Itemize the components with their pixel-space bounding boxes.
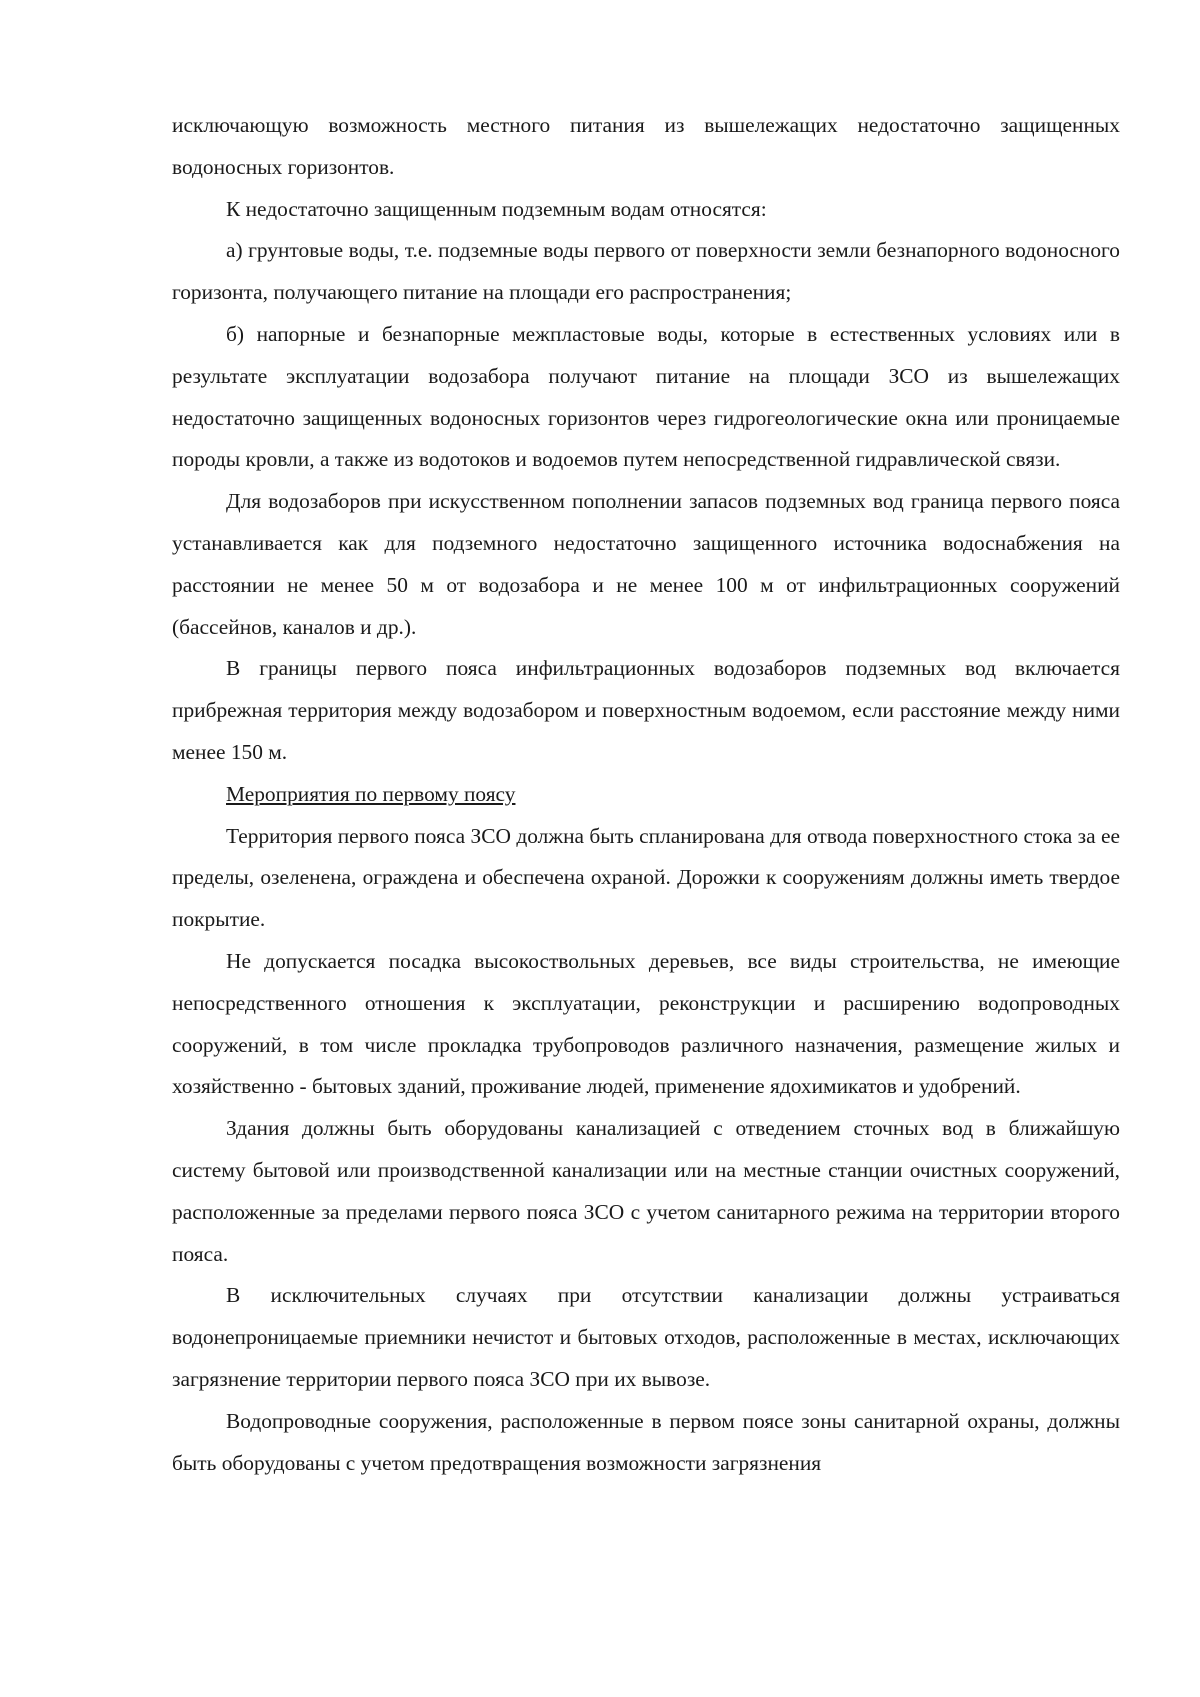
paragraph-territory-planning: Территория первого пояса ЗСО должна быть спланирована для отвода поверхностного стока за ее пределы, озеленена, ограждена и обеспечена охраной. Дорожки к сооружениям должны иметь твердое покрытие. (172, 823, 1120, 932)
paragraph-water-facilities: Водопроводные сооружения, расположенные в первом поясе зоны санитарной охраны, должны быть оборудованы с учетом предотвращения возможности загрязнения (172, 1408, 1120, 1475)
paragraph-artificial-replenishment: Для водозаборов при искусственном пополнении запасов подземных вод граница первого пояса устанавливается как для подземного недостаточно защищенного источника водоснабжения на расстоянии не менее 50 м от водозабора и не менее 100 м от инфильтрационных сооружений (бассейнов, каналов и др.). (172, 489, 1120, 639)
paragraph-prohibitions: Не допускается посадка высокоствольных деревьев, все виды строительства, не имеющие непосредственного отношения к эксплуатации, реконструкции и расширению водопроводных сооружений, в том числе прокладка трубопроводов различного назначения, размещение жилых и хозяйственно - бытовых зданий, проживание людей, применение ядохимикатов и удобрений. (172, 948, 1120, 1099)
paragraph-continuation: исключающую возможность местного питания из вышележащих недостаточно защищенных водоносных горизонтов. (172, 113, 1120, 179)
paragraph-sewerage: Здания должны быть оборудованы канализацией с отведением сточных вод в ближайшую систему бытовой или производственной канализации или на местные станции очистных сооружений, расположенные за пределами первого пояса ЗСО с учетом санитарного режима на территории второго пояса. (172, 1116, 1120, 1266)
section-heading (172, 774, 1120, 816)
document-body (172, 105, 1120, 1484)
paragraph-exceptional-cases: В исключительных случаях при отсутствии канализации должны устраиваться водонепроницаемые приемники нечистот и бытовых отходов, расположенные в местах, исключающих загрязнение территории первого пояса ЗСО при их вывозе. (172, 1283, 1120, 1391)
paragraph-unprotected-waters-intro: К недостаточно защищенным подземным водам относятся: (226, 196, 767, 221)
paragraph-item-b: б) напорные и безнапорные межпластовые воды, которые в естественных условиях или в результате эксплуатации водозабора получают питание на площади ЗСО из вышележащих недостаточно защищенных водоносных горизонтов через гидрогеологические окна или проницаемые породы кровли, а также из водотоков и водоемов путем непосредственной гидравлической связи. (172, 321, 1120, 472)
paragraph-item-a: а) грунтовые воды, т.е. подземные воды первого от поверхности земли безнапорного водоносного горизонта, получающего питание на площади его распространения; (172, 238, 1120, 305)
section-heading-text: Мероприятия по первому поясу (226, 781, 516, 806)
paragraph-infiltration-boundaries: В границы первого пояса инфильтрационных водозаборов подземных вод включается прибрежная территория между водозабором и поверхностным водоемом, если расстояние между ними менее 150 м. (172, 656, 1120, 764)
